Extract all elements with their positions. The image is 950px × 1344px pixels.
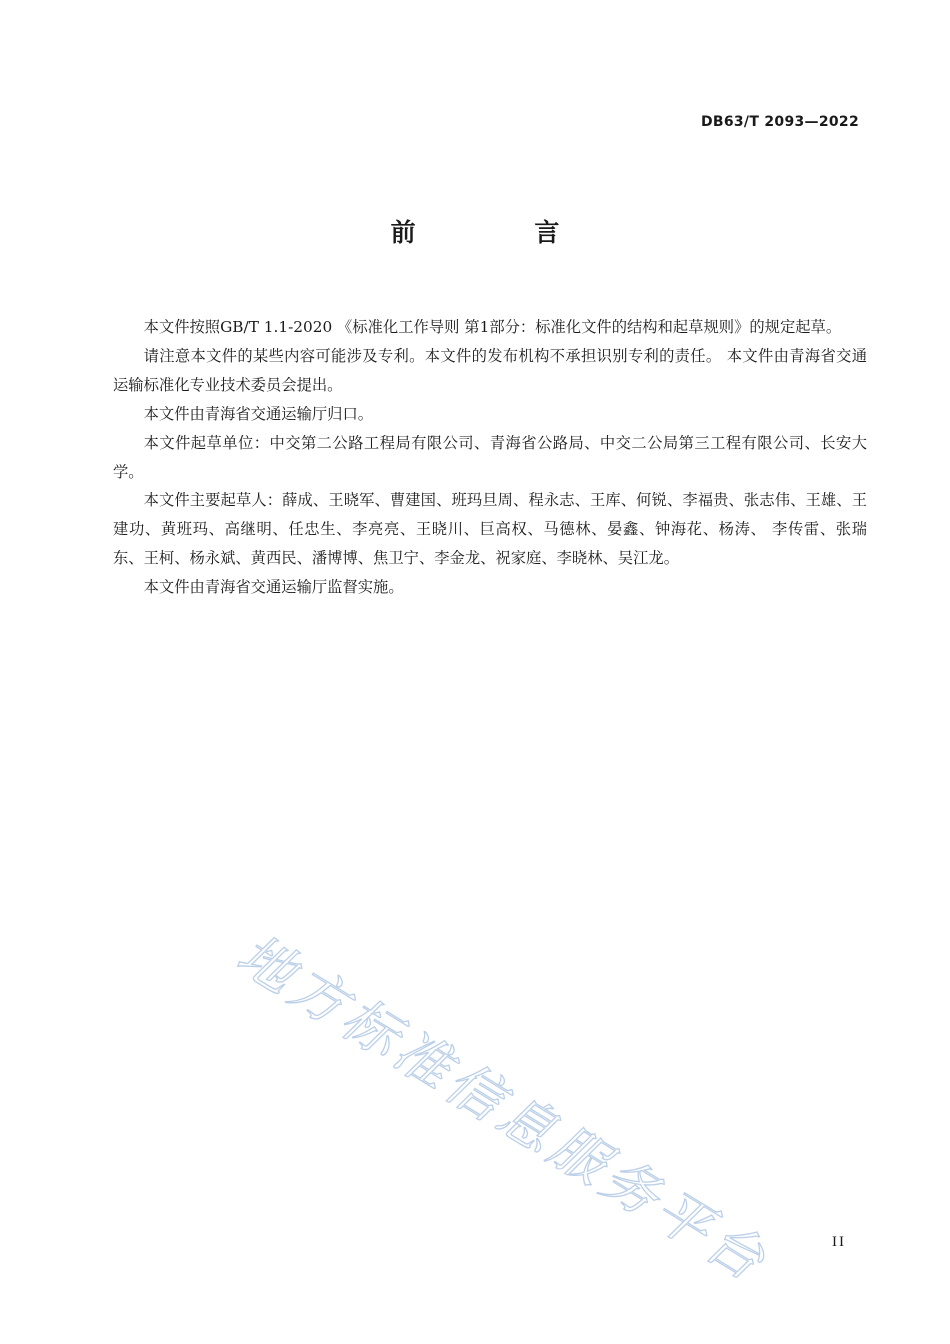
page-number: II (832, 1234, 846, 1250)
paragraph-drafters: 本文件主要起草人：薛成、王晓军、曹建国、班玛旦周、程永志、王库、何锐、李福贵、张志伟、王雄、王建功、黄班玛、高继明、任忠生、李亮亮、王晓川、巨高权、马德林、晏鑫、钟海花、杨涛、 李传雷、张瑞东、王柯、杨永斌、黄西民、潘博博、焦卫宁、李金龙、祝家庭、李晓林、吴江龙。 (113, 491, 867, 568)
paragraph-responsible-authority: 本文件由青海省交通运输厅归口。 (143, 404, 374, 423)
paragraph-supervision: 本文件由青海省交通运输厅监督实施。 (143, 578, 404, 597)
page-title: 前 言 (390, 218, 615, 247)
paragraph-patent-notice: 请注意本文件的某些内容可能涉及专利。本文件的发布机构不承担识别专利的责任。 本文件由青海省交通运输标准化专业技术委员会提出。 (113, 346, 867, 394)
paragraph-drafting-units: 本文件起草单位：中交第二公路工程局有限公司、青海省公路局、中交二公局第三工程有限公司、长安大学。 (113, 433, 867, 481)
document-code: DB63/T 2093—2022 (700, 114, 859, 130)
foreword-body (113, 313, 867, 602)
paragraph-standard-reference: 本文件按照GB/T 1.1-2020 《标准化工作导则 第1部分：标准化文件的结构和起草规则》的规定起草。 (143, 318, 842, 336)
watermark: 地方标准信息服务平台 (226, 921, 781, 1296)
